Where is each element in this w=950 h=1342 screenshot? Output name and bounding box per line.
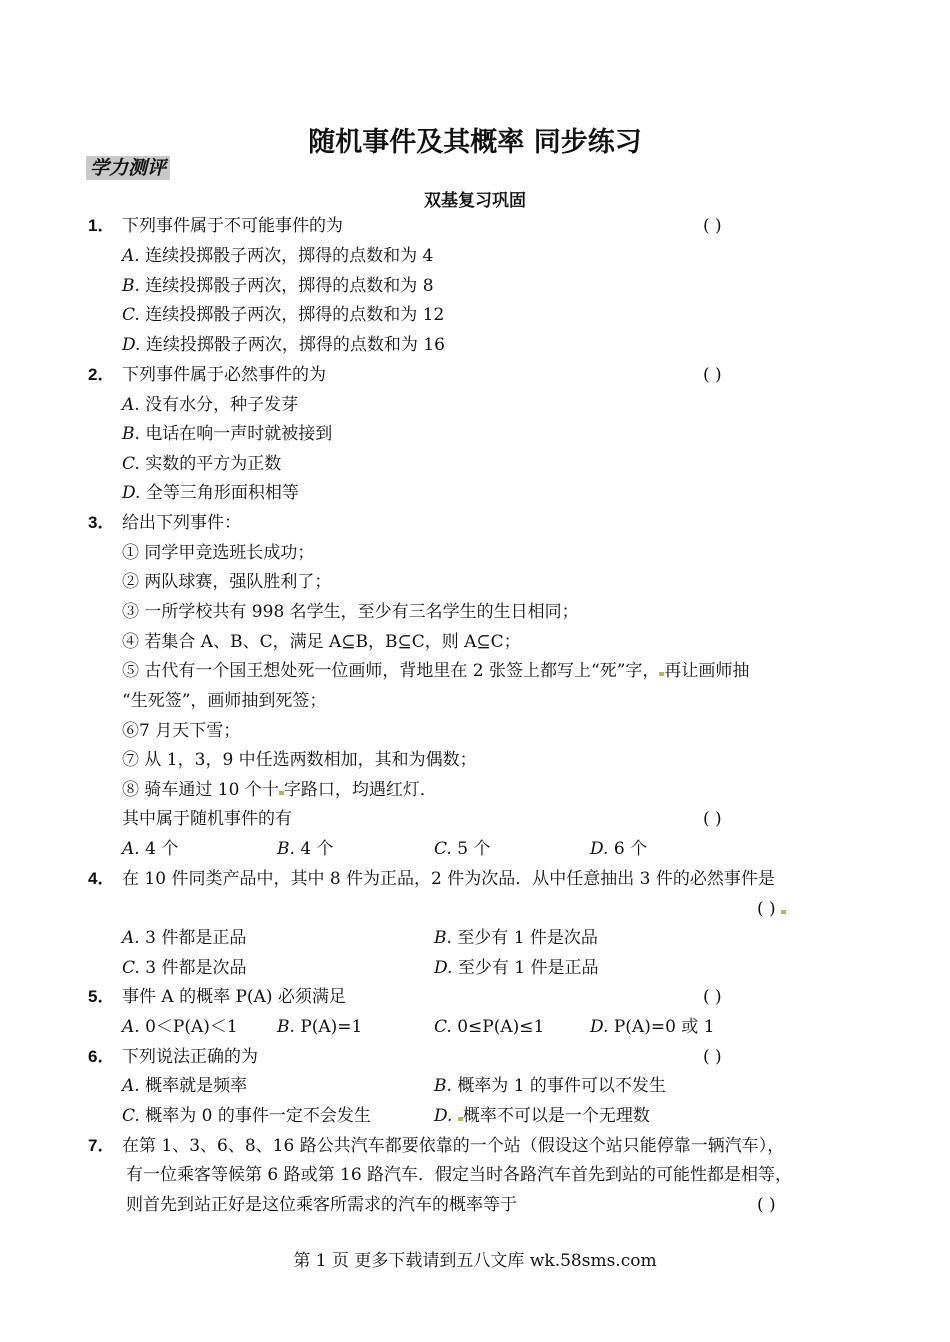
q6-option-d: D. 概率不可以是一个无理数	[434, 1106, 650, 1126]
section-label: 学力测评	[86, 156, 170, 180]
page-title: 随机事件及其概率 同步练习	[308, 127, 642, 158]
q6-answer-paren: ( )	[703, 1047, 722, 1067]
q7-number: 7．	[88, 1136, 115, 1155]
q3-item-8: ⑧ 骑车通过 10 个十 字路口，均遇红灯．	[122, 780, 437, 800]
q1-option-d: D. 连续投掷骰子两次，掷得的点数和为 16	[122, 335, 445, 355]
q7-line-2: 有一位乘客等候第 6 路或第 16 路汽车．假定当时各路汽车首先到站的可能性都是相等，	[126, 1165, 793, 1185]
q3-item-5: ⑤ 古代有一个国王想处死一位画师，背地里在 2 张签上都写上“死”字， 再让画师抽	[122, 661, 750, 681]
q1-answer-paren: ( )	[703, 216, 722, 236]
q2-option-b: B. 电话在响一声时就被接到	[122, 424, 333, 444]
q3-item-3: ③ 一所学校共有 998 名学生，至少有三名学生的生日相同；	[122, 602, 579, 622]
q3-item-1: ① 同学甲竞选班长成功；	[122, 543, 315, 563]
q3-item-6: ⑥7 月天下雪；	[122, 721, 241, 741]
highlight-mark	[781, 910, 786, 914]
q7-line-3: 则首先到站正好是这位乘客所需求的汽车的概率等于	[126, 1195, 517, 1215]
q2-option-d: D. 全等三角形面积相等	[122, 483, 299, 503]
q3-number: 3．	[88, 513, 115, 532]
q3-answer-paren: ( )	[703, 809, 722, 829]
q6-stem: 下列说法正确的为	[122, 1047, 258, 1067]
q4-option-c: C. 3 件都是次品	[122, 958, 247, 978]
q3-option-c: C. 5 个	[434, 839, 491, 859]
q2-stem: 下列事件属于必然事件的为	[122, 365, 326, 385]
q7-line-1: 在第 1、3、6、8、16 路公共汽车都要依靠的一个站（假设这个站只能停靠一辆汽车），	[122, 1136, 785, 1156]
q5-option-c: C. 0≤P(A)≤1	[434, 1017, 545, 1037]
q3-item-5-cont: “生死签”，画师抽到死签；	[122, 691, 327, 711]
q4-option-a: A. 3 件都是正品	[122, 928, 247, 948]
q6-option-a: A. 概率就是频率	[122, 1076, 248, 1096]
q5-stem: 事件 A 的概率 P(A) 必须满足	[122, 987, 346, 1007]
q7-answer-paren: ( )	[757, 1195, 776, 1215]
q4-number: 4．	[88, 869, 115, 888]
q3-stem: 给出下列事件：	[122, 513, 241, 533]
q1-option-c: C. 连续投掷骰子两次，掷得的点数和为 12	[122, 305, 445, 325]
q1-stem: 下列事件属于不可能事件的为	[122, 216, 343, 236]
q5-option-b: B. P(A)=1	[277, 1017, 363, 1037]
q2-number: 2．	[88, 365, 115, 384]
q4-answer-paren: ( )	[757, 897, 786, 921]
q5-answer-paren: ( )	[703, 987, 722, 1007]
q4-option-d: D. 至少有 1 件是正品	[434, 958, 599, 978]
q3-item-2: ② 两队球赛，强队胜利了；	[122, 572, 332, 592]
q3-option-a: A. 4 个	[122, 839, 179, 859]
q4-stem: 在 10 件同类产品中，其中 8 件为正品，2 件为次品．从中任意抽出 3 件的必然事件是	[122, 869, 775, 889]
q1-option-b: B. 连续投掷骰子两次，掷得的点数和为 8	[122, 276, 434, 296]
q3-option-d: D. 6 个	[590, 839, 648, 859]
q1-number: 1．	[88, 216, 115, 235]
q5-option-d: D. P(A)=0 或 1	[590, 1017, 715, 1037]
q2-answer-paren: ( )	[703, 365, 722, 385]
q2-option-c: C. 实数的平方为正数	[122, 454, 282, 474]
q2-option-a: A. 没有水分，种子发芽	[122, 395, 299, 415]
q3-option-b: B. 4 个	[277, 839, 334, 859]
q5-number: 5．	[88, 987, 115, 1006]
q6-option-b: B. 概率为 1 的事件可以不发生	[434, 1076, 666, 1096]
q3-question: 其中属于随机事件的有	[122, 809, 292, 829]
q5-option-a: A. 0＜P(A)＜1	[122, 1017, 238, 1037]
q6-option-c: C. 概率为 0 的事件一定不会发生	[122, 1106, 371, 1126]
q4-option-b: B. 至少有 1 件是次品	[434, 928, 598, 948]
q3-item-7: ⑦ 从 1，3，9 中任选两数相加，其和为偶数；	[122, 750, 477, 770]
page-footer: 第 1 页 更多下载请到五八文库 wk.58sms.com	[293, 1251, 657, 1271]
q1-option-a: A. 连续投掷骰子两次，掷得的点数和为 4	[122, 246, 434, 266]
q3-item-4: ④ 若集合 A、B、C，满足 A⊆B，B⊆C，则 A⊆C；	[122, 632, 521, 652]
q6-number: 6．	[88, 1047, 115, 1066]
section-subtitle: 双基复习巩固	[424, 191, 526, 211]
